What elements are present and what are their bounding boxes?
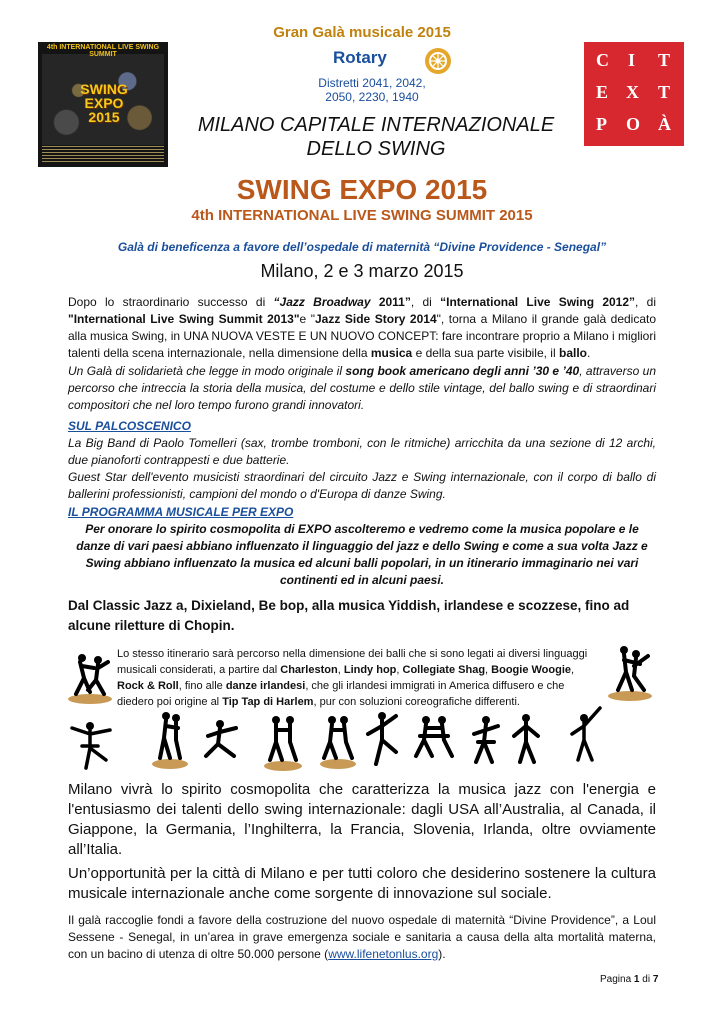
citexpo-letter: E: [596, 82, 609, 102]
dancer-icon: [510, 712, 544, 766]
dancer-icon: [200, 716, 242, 766]
summit-subtitle: 4th INTERNATIONAL LIVE SWING SUMMIT 2015: [191, 207, 533, 224]
citexpo-letter: À: [658, 114, 671, 134]
dancer-icon: [566, 704, 606, 766]
rotary-wheel-icon: [423, 46, 453, 76]
poster-line-2: EXPO: [84, 95, 124, 111]
palco-heading: SUL PALCOSCENICO: [68, 419, 191, 433]
dancer-couple-icon: [604, 642, 656, 702]
poster-line-1: SWING: [80, 81, 128, 97]
citexpo-letter: I: [628, 50, 636, 70]
citexpo-letter: O: [626, 114, 641, 134]
programma-heading: IL PROGRAMMA MUSICALE PER EXPO: [68, 505, 294, 519]
citexpo-letter: T: [658, 82, 671, 102]
palco-text-1: La Big Band di Paolo Tomelleri (sax, trombe tromboni, con le ritmiche) arricchita da una sezione di 12 archi, due pianoforti contrappesti e due batterie.: [68, 436, 656, 467]
milano-capitale-heading: [176, 113, 576, 161]
gala-paragraph: Un Galà di solidarietà che legge in modo originale il song book americano degli anni ’30 e ’40, attraverso un percorso che intreccia la storia della musica, del costume e dello stile vintage, del ballo swing e di straordinari compositori che nel loro tempo furono grandi innovatori.: [68, 364, 657, 412]
dancer-couple-icon: [410, 714, 458, 766]
citexpo-letter: P: [596, 114, 607, 134]
classic-jazz-line: Dal Classic Jazz a, Dixieland, Be bop, alla musica Yiddish, irlandese e scozzese, fino ad alcune riletture di Chopin.: [68, 598, 630, 633]
rotary-districts: [312, 76, 432, 104]
ballerina-icon: [66, 716, 114, 772]
event-date: Milano, 2 e 3 marzo 2015: [260, 261, 464, 281]
swing-expo-poster: [38, 42, 168, 167]
page-footer: Pagina 1 di 7: [600, 974, 659, 985]
milano-line-1: MILANO CAPITALE INTERNAZIONALE: [197, 114, 555, 136]
poster-logo: [74, 82, 134, 124]
dancer-couple-icon: [316, 712, 360, 770]
fondi-paragraph: Il galà raccoglie fondi a favore della costruzione del nuovo ospedale di maternità “Divine Providence”, a Loul Sessene - Senegal, in un’area in grave emergenza sociale e sanitaria a causa della alta mortalità materna, con un bacino di utenza di oltre 50.000 persone (www.lifenetonlus.org).: [68, 913, 656, 961]
dancer-couple-icon: [260, 712, 306, 772]
districts-line-1: Distretti 2041, 2042,: [318, 76, 426, 90]
opportunita-paragraph: Un’opportunità per la città di Milano e per tutti coloro che desiderino sostenere la cultura musicale internazionale anche come sorgente di innovazione sul sociale.: [68, 865, 656, 902]
dancer-couple-icon: [148, 708, 192, 770]
programma-text: Per onorare lo spirito cosmopolita di EXPO ascolteremo e vedremo come la musica popolare e le danze di vari paesi abbiano influenzato il linguaggio del jazz e dello Swing e come a sua volta Jazz e Swing abbiano influenzato la musica ed alcuni balli popolari, in un itinerario immaginario nei vari continenti ed in alcuni paesi.: [76, 522, 648, 587]
itinerario-paragraph: Lo stesso itinerario sarà percorso nella dimensione dei balli che si sono legati ai diversi linguaggi musicali considerati, a partire dal Charleston, Lindy hop, Collegiate Shag, Boogie Woogie, Rock & Roll, fino alle danze irlandesi, che gli irlandesi immigrati in America diffusero e che diedero poi origine al Tip Tap di Harlem, pur con soluzioni coreografiche differenti.: [117, 648, 588, 708]
districts-line-2: 2050, 2230, 1940: [325, 90, 419, 104]
citexpo-letter: C: [596, 50, 609, 70]
poster-credits: [42, 146, 164, 164]
gala-title: Gran Galà musicale 2015: [273, 24, 451, 41]
dancer-icon: [362, 708, 402, 770]
citexpo-letter: X: [626, 82, 639, 102]
milano-line-2: DELLO SWING: [306, 138, 446, 160]
citexpo-letter: T: [658, 50, 671, 70]
intro-paragraph: Dopo lo straordinario successo di “Jazz Broadway 2011”, di “International Live Swing 2012”, di "International Live Swing Summit 2013"e "Jazz Side Story 2014", torna a Milano il grande galà dedicato alla musica Swing, in UNA NUOVA VESTE E UN NUOVO CONCEPT: fare incontrare proprio a Milano i migliori talenti della scena internazionale, nella dimensione della musica e della sua parte visibile, il ballo.: [68, 295, 657, 360]
dancer-couple-icon: [64, 650, 116, 705]
poster-title: 4th INTERNATIONAL LIVE SWING SUMMIT: [46, 44, 160, 58]
lifenet-link[interactable]: www.lifenetonlus.org: [328, 947, 439, 961]
dancer-icon: [466, 714, 506, 768]
poster-line-3: 2015: [88, 109, 120, 125]
rotary-logo: [333, 48, 431, 76]
cosmopolita-paragraph: Milano vivrà lo spirito cosmopolita che caratterizza la musica jazz con l'energia e l'entusiasmo dei talenti dello swing internazionale: dagli USA all’Australia, al Canada, il Giappone, la Germania, l’Inghilterra, la Francia, Slovenia, Irlanda, oltre ovviamente all’Italia.: [68, 781, 656, 858]
beneficenza-line: Galà di beneficenza a favore dell’ospedale di maternità “Divine Providence - Senegal”: [117, 240, 607, 254]
rotary-word: Rotary: [333, 48, 387, 67]
palco-text-2: Guest Star dell'evento musicisti straordinari del circuito Jazz e Swing internazionale, con il corpo di ballo di ballerini professionisti, campioni del mondo o d'Europa di danze Swing.: [68, 470, 656, 501]
citexpo-logo: [584, 42, 684, 146]
expo-title: SWING EXPO 2015: [236, 174, 488, 205]
